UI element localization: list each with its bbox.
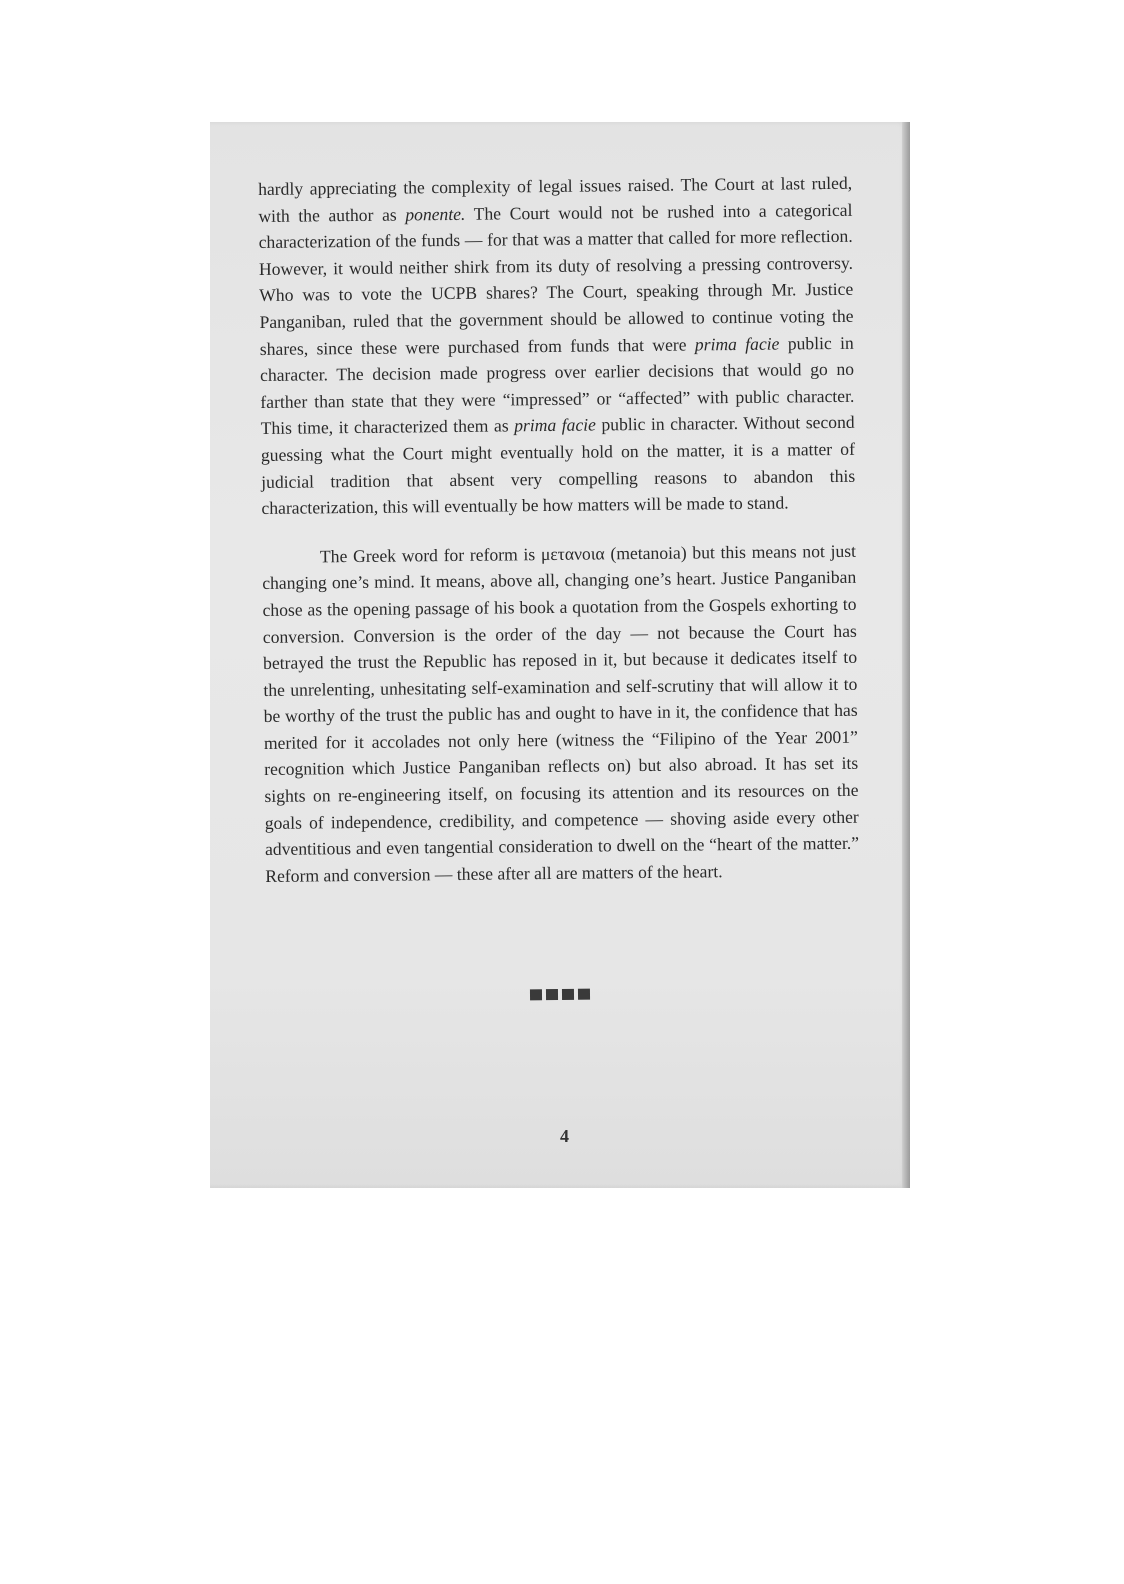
paragraph-2: The Greek word for reform is μετανοια (metanoia) but this means not just changing one’s mind. It means, above all, changing one’s heart. Justice Panganiban chose as the opening passage of his book a quotation from the Gospels exhorting to conversion. Conversion is the order of the day — not because the Court has betrayed the trust the Republic has reposed in it, but because it dedicates itself to the unrelenting, unhesitating self-examination and self-scrutiny that will allow it to be worthy of the trust the public has and ought to have in it, the confidence that has merited for it accolades not only here (witness the “Filipino of the Year 2001” recognition which Justice Panganiban reflects on) but also abroad. It has set its sights on re-engineering itself, on focusing its attention and its resources on the goals of independence, credibility, and competence — shoving aside every other adventitious and even tangential consideration to dwell on the “heart of the matter.” Reform and conversion — these after all are matters of the heart. (262, 540, 860, 886)
paragraph-1 (258, 170, 856, 522)
paragraph-1-text-c: public in character. The decision made progress over earlier decisions that would go no farther than state that they were “impressed” or “affected” with public character. This time, it characterized them as (259, 332, 855, 439)
book-page (210, 122, 910, 1188)
paragraph-1-text-b: The Court would not be rushed into a categorical characterization of the funds — for that was a matter that called for more reflection. However, it would neither shirk from its duty of resolving a pressing controversy. Who was to vote the UCPB shares? The Court, speaking through Mr. Justice Panganiban, ruled that the government should be allowed to continue voting the shares, since these were purchased from funds that were (258, 199, 854, 359)
italic-ponente: ponente. (405, 203, 466, 225)
italic-prima-facie-2: prima facie (514, 414, 597, 436)
page-number: 4 (560, 1126, 569, 1146)
divider-square-icon (530, 989, 542, 1000)
divider-square-icon (578, 989, 590, 1000)
paragraph-1-text-a: hardly appreciating the complexity of legal issues raised. The Court at last ruled, with the author as (258, 172, 853, 226)
section-divider-icon (530, 989, 590, 1001)
divider-square-icon (546, 989, 558, 1000)
paragraph-1-text-d: public in character. Without second guessing what the Court might eventually hold on the matter, it is a matter of judicial tradition that absent very compelling reasons to abandon this characterization, this will eventually be how matters will be made to stand. (260, 412, 856, 519)
body-text (258, 170, 859, 890)
divider-square-icon (562, 989, 574, 1000)
italic-prima-facie-1: prima facie (694, 333, 780, 354)
